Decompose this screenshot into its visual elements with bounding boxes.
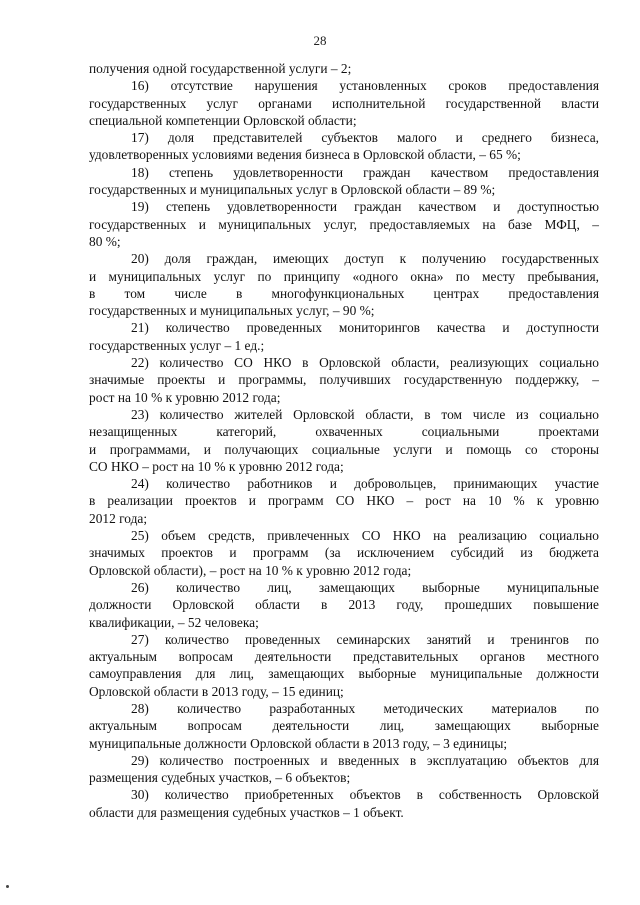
text-line: области для размещения судебных участков – 1 объект.	[89, 804, 404, 820]
text-line: и программами, и получающих социальные услуги и помощь со стороны	[89, 441, 599, 457]
text-line: 28) количество разработанных методических материалов по	[131, 700, 599, 716]
paragraph	[89, 786, 599, 821]
text-line: 29) количество построенных и введенных в эксплуатацию объектов для	[131, 752, 599, 768]
text-line: должности Орловской области в 2013 году, прошедших повышение	[89, 597, 599, 613]
text-line: актуальным вопросам деятельности представительных органов местного	[89, 649, 599, 665]
text-line: государственных и муниципальных услуг в Орловской области – 89 %;	[89, 182, 496, 198]
text-line: размещения судебных участков, – 6 объектов;	[89, 770, 351, 786]
text-line: 2012 года;	[89, 510, 148, 526]
text-line: и муниципальных услуг по принципу «одного окна» по месту пребывания,	[89, 268, 599, 284]
paragraph	[89, 164, 599, 199]
text-line: Орловской области в 2013 году, – 15 единиц;	[89, 683, 344, 699]
text-line: специальной компетенции Орловской области;	[89, 112, 357, 128]
paragraph	[89, 198, 599, 250]
paragraph	[89, 60, 599, 77]
text-line: 26) количество лиц, замещающих выборные муниципальные	[131, 579, 599, 595]
text-line: 80 %;	[89, 233, 121, 249]
text-line: значимых проектов и программ (за исключением субсидий из бюджета	[89, 545, 599, 561]
text-line: 27) количество проведенных семинарских занятий и тренингов по	[131, 631, 599, 647]
text-line: 24) количество работников и добровольцев, принимающих участие	[131, 476, 599, 492]
text-line: в том числе в многофункциональных центрах предоставления	[89, 285, 599, 301]
text-line: квалификации, – 52 человека;	[89, 614, 259, 630]
paragraph	[89, 319, 599, 354]
text-line: 18) степень удовлетворенности граждан качеством предоставления	[131, 164, 599, 180]
text-line: значимые проекты и программы, получивших государственную поддержку, –	[89, 372, 599, 388]
text-line: 30) количество приобретенных объектов в собственность Орловской	[131, 787, 599, 803]
text-line: государственных услуг органами исполнительной государственной власти	[89, 95, 599, 111]
text-line: СО НКО – рост на 10 % к уровню 2012 года;	[89, 458, 344, 474]
text-line: 21) количество проведенных мониторингов качества и доступности	[131, 320, 599, 336]
paragraph	[89, 752, 599, 787]
text-line: 19) степень удовлетворенности граждан качеством и доступностью	[131, 199, 599, 215]
text-line: 20) доля граждан, имеющих доступ к получению государственных	[131, 251, 599, 267]
paragraph	[89, 631, 599, 700]
text-line: в реализации проектов и программ СО НКО – рост на 10 % к уровню	[89, 493, 599, 509]
paragraph	[89, 527, 599, 579]
text-line: государственных услуг – 1 ед.;	[89, 337, 265, 353]
text-line: 25) объем средств, привлеченных СО НКО на реализацию социально	[131, 528, 599, 544]
paragraph	[89, 250, 599, 319]
paragraph	[89, 579, 599, 631]
document-body	[89, 60, 599, 821]
scan-mark	[6, 885, 9, 888]
paragraph	[89, 406, 599, 475]
paragraph	[89, 354, 599, 406]
paragraph	[89, 77, 599, 129]
text-line: 16) отсутствие нарушения установленных сроков предоставления	[131, 78, 599, 94]
paragraph	[89, 129, 599, 164]
text-line: незащищенных категорий, охваченных социальными проектами	[89, 424, 599, 440]
text-line: 22) количество СО НКО в Орловской области, реализующих социально	[131, 355, 599, 371]
text-line: удовлетворенных условиями ведения бизнеса в Орловской области, – 65 %;	[89, 147, 521, 163]
text-line: государственных и муниципальных услуг, – 90 %;	[89, 303, 375, 319]
text-line: актуальным вопросам деятельности лиц, замещающих выборные	[89, 718, 599, 734]
text-line: получения одной государственной услуги – 2;	[89, 61, 352, 76]
paragraph	[89, 475, 599, 527]
text-line: рост на 10 % к уровню 2012 года;	[89, 389, 281, 405]
paragraph	[89, 700, 599, 752]
text-line: муниципальные должности Орловской области в 2013 году, – 3 единицы;	[89, 735, 508, 751]
text-line: государственных и муниципальных услуг, предоставляемых на базе МФЦ, –	[89, 216, 599, 232]
text-line: самоуправления для лиц, замещающих выборные муниципальные должности	[89, 666, 599, 682]
text-line: 23) количество жителей Орловской области, в том числе из социально	[131, 406, 599, 422]
page-number: 28	[313, 33, 327, 48]
text-line: 17) доля представителей субъектов малого и среднего бизнеса,	[131, 130, 599, 146]
text-line: Орловской области), – рост на 10 % к уровню 2012 года;	[89, 562, 412, 578]
